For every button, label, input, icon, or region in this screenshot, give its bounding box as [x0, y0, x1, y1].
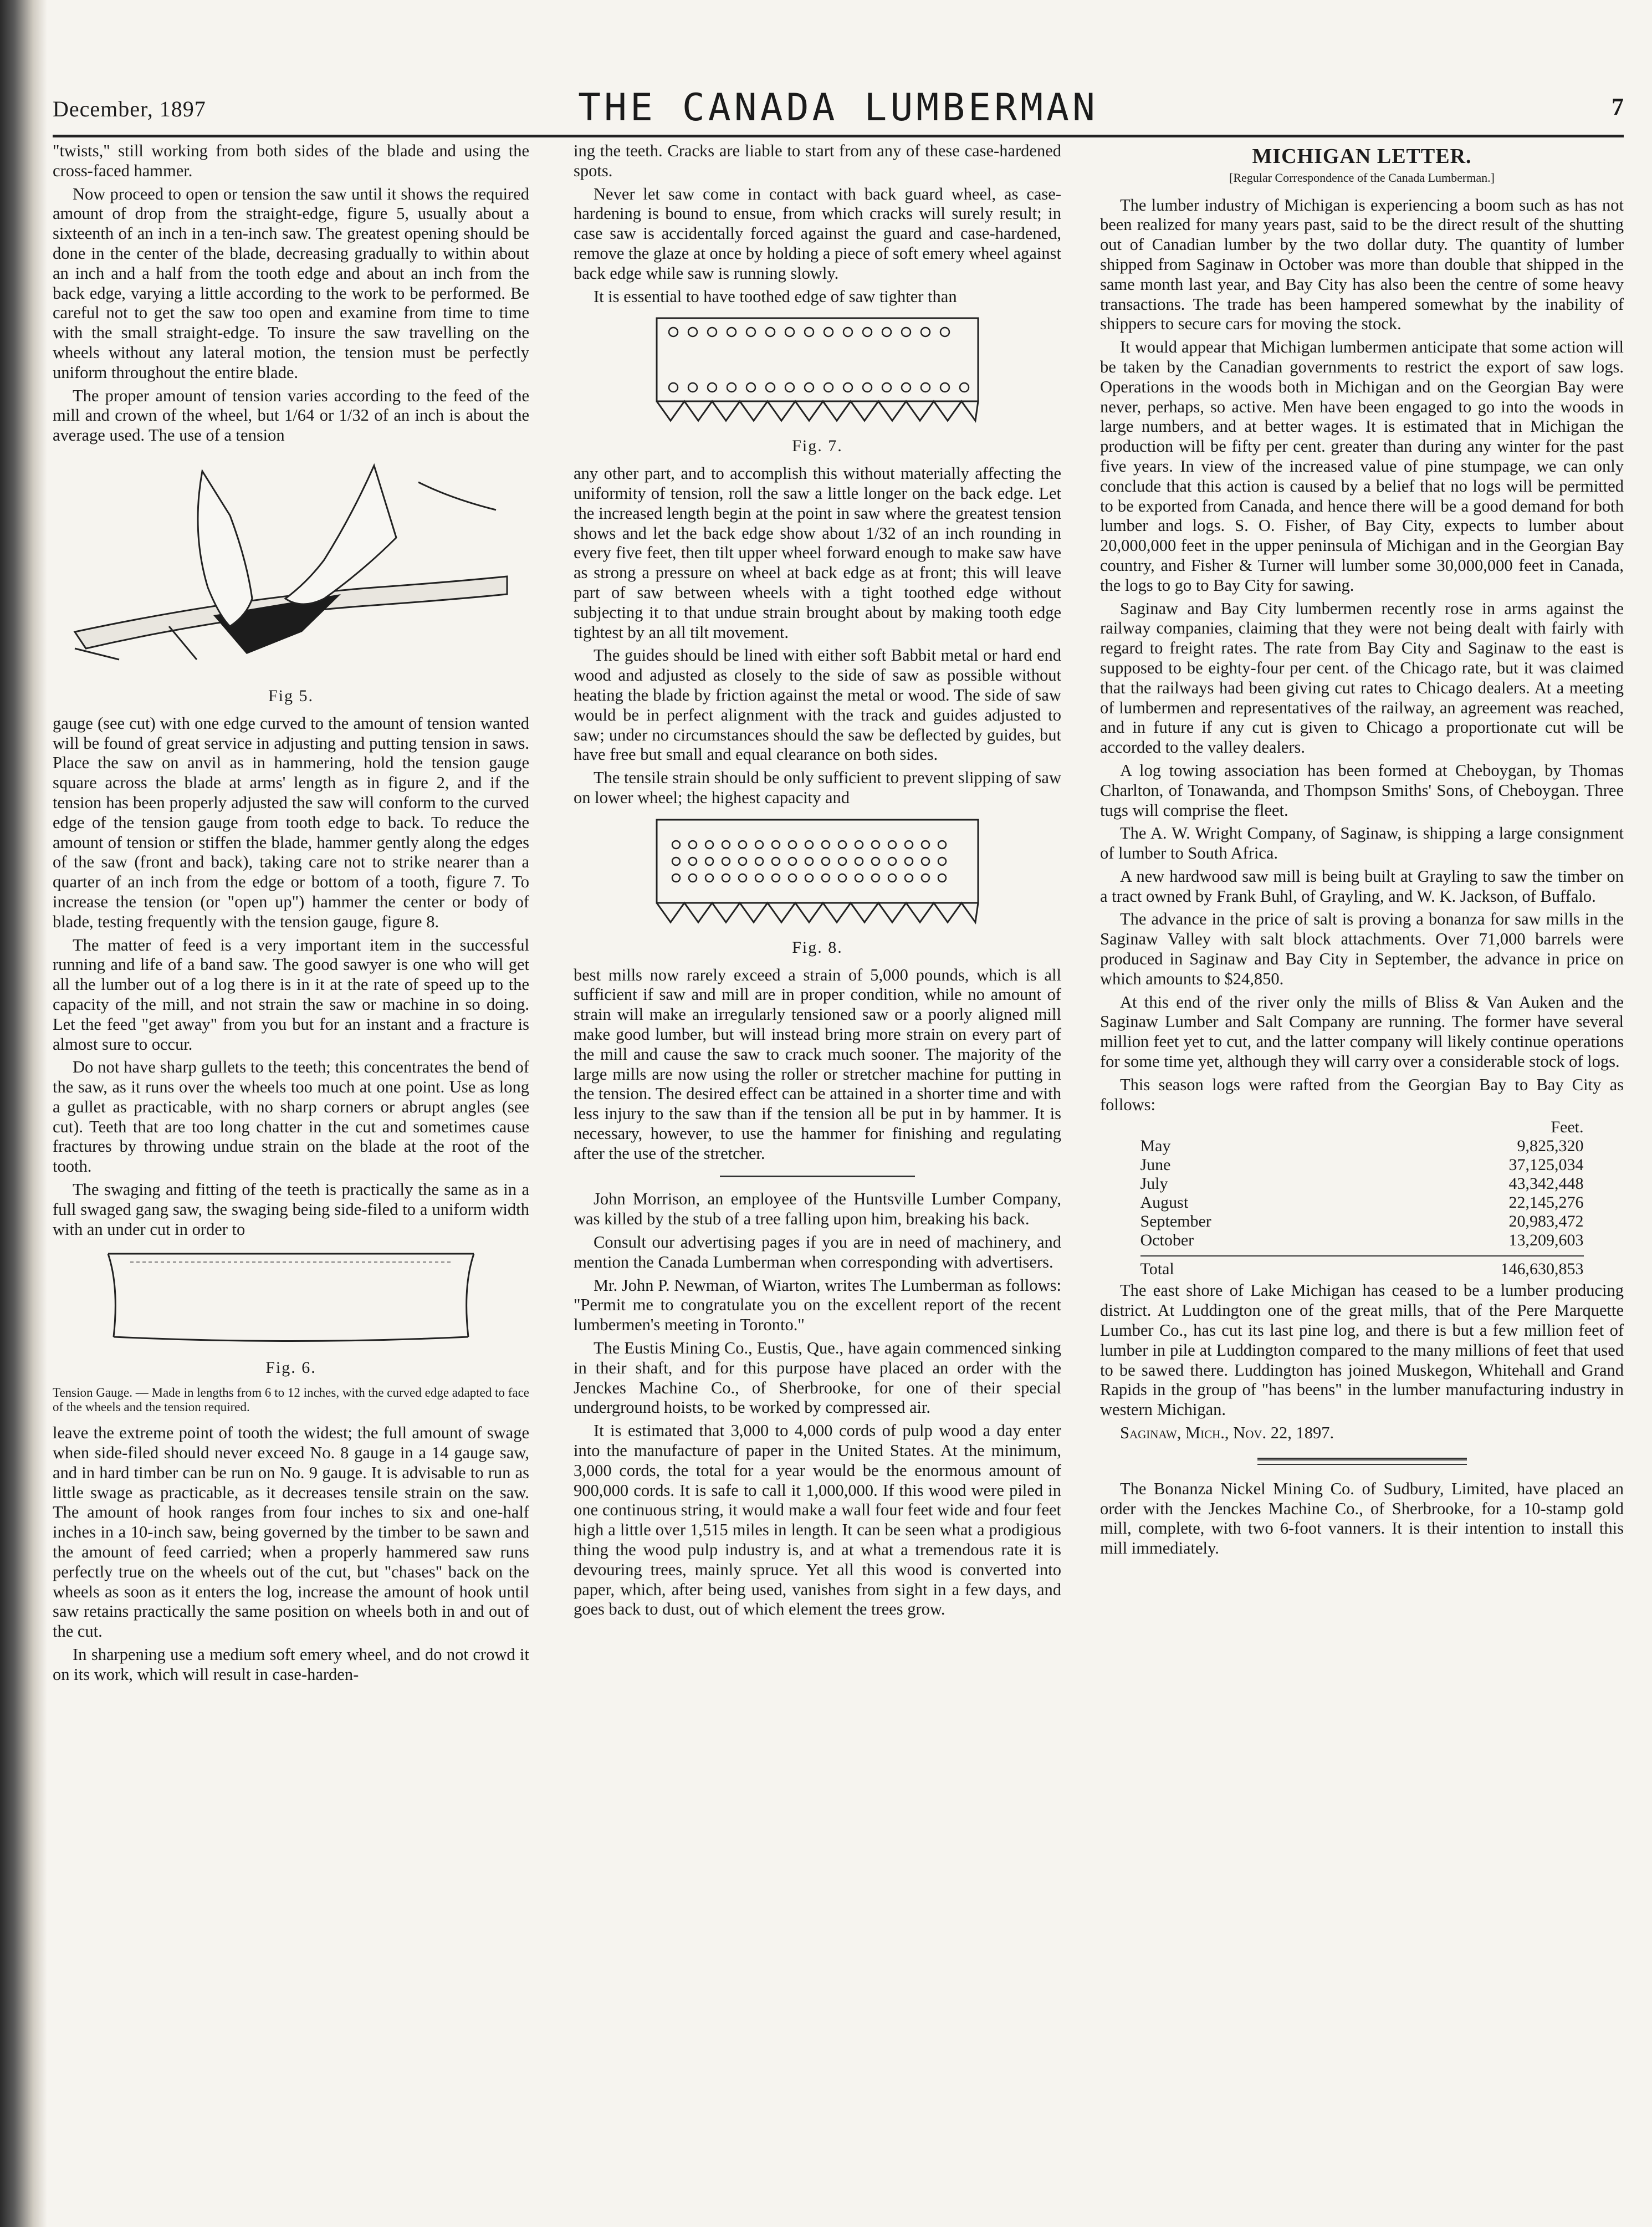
paragraph: The proper amount of tension varies according to the feed of the mill and crown of the wheel, but 1/64 or 1/32 of an inch is about the average used. The use of a tension: [53, 386, 529, 445]
binding-spine: [0, 0, 47, 2227]
paragraph: Mr. John P. Newman, of Wiarton, writes The Lumberman as follows: "Permit me to congratulate you on the excellent report of the recent lumbermen's meeting in Toronto.": [574, 1275, 1061, 1335]
table-total-row: [1140, 1255, 1584, 1279]
feet-cell: 13,209,603: [1508, 1231, 1584, 1250]
figure-8-caption: Fig. 8.: [792, 938, 843, 957]
figure-5-hands-straightedge: [64, 449, 518, 682]
paragraph: It would appear that Michigan lumbermen anticipate that some action will be taken by the Canadian governments to restrict the export of saw logs. Operations in the woods both in Michigan and on the Georgian Bay were never, perhaps, so active. Men have been engaged to go into the woods in large numbers, and at better wages. It is estimated that in Michigan the production will be fifty per cent. greater than during any winter for the past five years. In view of the increased value of pine stumpage, we can only conclude that this action is caused by a belief that no logs will be permitted to be exported from Canada, and hence there will be a good demand for both lumber and logs. S. O. Fisher, of Bay City, expects to lumber about 20,000,000 feet in the upper peninsula of Michigan and in the Georgian Bay country, and Fisher & Turner will lumber some 30,000,000 feet in Canada, the logs to go to Bay City for sawing.: [1100, 338, 1624, 595]
dateline: Saginaw, Mich., Nov. 22, 1897.: [1120, 1423, 1334, 1443]
paragraph: The advance in the price of salt is proving a bonanza for saw mills in the Saginaw Valley with salt block attachments. Over 71,000 barrels were produced in Saginaw and Bay City in September, the advance in price on which amounts to $24,850.: [1100, 910, 1624, 988]
paragraph: Never let saw come in contact with back guard wheel, as case-hardening is bound to ensue, from which cracks will surely result; in case saw is accidentally forced against the guard and case-hardened, remove the glaze at once by holding a piece of soft emery wheel against back edge while saw is running slowly.: [574, 184, 1061, 283]
month-cell: October: [1140, 1231, 1194, 1250]
table-row: [1140, 1212, 1584, 1231]
paragraph: A new hardwood saw mill is being built at Grayling to saw the timber on a tract owned by Frank Buhl, of Grayling, and W. K. Jackson, of Buffalo.: [1100, 866, 1624, 906]
figure-5-caption: Fig 5.: [268, 686, 314, 705]
masthead: [53, 86, 1624, 130]
column-3: [1100, 141, 1624, 1562]
table-row: [1140, 1156, 1584, 1174]
paragraph: At this end of the river only the mills of Bliss & Van Auken and the Saginaw Lumber and Salt Company are running. The former have several million feet yet to cut, and the latter company will likely continue operations for some time yet, although they will carry over a considerable stock of logs.: [1100, 992, 1624, 1071]
month-cell: May: [1140, 1137, 1171, 1156]
figure-7-caption: Fig. 7.: [792, 437, 843, 456]
paragraph: any other part, and to accomplish this without materially affecting the uniformity of tension, roll the saw a little longer on the back edge. Let the increased length begin at the point in saw where the greatest tension shows and let the back edge show about 1/32 of an inch rounding in every five feet, then tilt upper wheel forward enough to make saw have as strong a pressure on wheel at back edge as at front; this will leave part of saw between wheels with a tight toothed edge without subjecting it to that undue strain brought about by making tooth edge tightest by an all tilt movement.: [574, 464, 1061, 642]
paragraph: It is essential to have toothed edge of saw tighter than: [594, 287, 957, 306]
paragraph: John Morrison, an employee of the Huntsville Lumber Company, was killed by the stub of a tree falling upon him, breaking his back.: [574, 1189, 1061, 1229]
figure-7-saw-blade: [646, 310, 989, 432]
paragraph: In sharpening use a medium soft emery wheel, and do not crowd it on its work, which will result in case-harden-: [53, 1645, 529, 1684]
paragraph: Do not have sharp gullets to the teeth; this concentrates the bend of the saw, as it runs over the wheels too much at one point. Use as long a gullet as practicable, with no sharp corners or abrupt angles (see cut). Teeth that are too long chatter in the cut and sometimes cause fractures by throwing undue strain on the blade at the root of the tooth.: [53, 1058, 529, 1176]
paragraph: This season logs were rafted from the Georgian Bay to Bay City as follows:: [1100, 1075, 1624, 1114]
paragraph: Now proceed to open or tension the saw until it shows the required amount of drop from the straight-edge, figure 5, usually about a sixteenth of an inch in a ten-inch saw. The greatest opening should be done in the center of the blade, decreasing gradually to within about an inch and a half from the tooth edge and about an inch from the back edge, varying a little according to the work to be performed. Be careful not to get the saw too open and examine from time to time with the small straight-edge. To insure the saw travelling on the wheels without any lateral motion, the tension must be perfectly uniform throughout the entire blade.: [53, 184, 529, 382]
feet-cell: 37,125,034: [1508, 1156, 1584, 1174]
paragraph: The matter of feed is a very important item in the successful running and life of a band saw. The good sawyer is one who will get all the lumber out of a log there is in it at the rate of speed up to the capacity of the mill, and not strain the saw or machine in so doing. Let the feed "get away" from you but for an instant and a fracture is almost sure to occur.: [53, 935, 529, 1054]
table-row: [1140, 1174, 1584, 1193]
paragraph: The guides should be lined with either soft Babbit metal or hard end wood and adjusted as closely to the side of saw as possible without heating the blade by friction against the metal or wood. The side of saw would be in perfect alignment with the track and guides adjusted to saw; under no circumstances should the saw be deflected by guides, but have free but small and equal clearance on both sides.: [574, 646, 1061, 764]
feet-cell: 22,145,276: [1508, 1193, 1584, 1212]
paragraph: The east shore of Lake Michigan has ceased to be a lumber producing district. At Luddington one of the great mills, that of the Pere Marquette Lumber Co., has cut its last pine log, and there is but a few million feet of lumber in pile at Luddington compared to the many millions of feet that used to be sawed there. Luddington has joined Muskegon, Whitehall and Grand Rapids in the group of "has beens" in the lumber manufacturing industry in western Michigan.: [1100, 1281, 1624, 1419]
month-cell: September: [1140, 1212, 1211, 1231]
issue-date: December, 1897: [53, 96, 206, 121]
month-cell: August: [1140, 1193, 1189, 1212]
paragraph: leave the extreme point of tooth the widest; the full amount of swage when side-filed should never exceed No. 8 gauge in a 14 gauge saw, and in hard timber can be run on No. 9 gauge. It is advisable to run as little swage as practicable, as it decreases tensile strain on the saw. The amount of hook ranges from four inches to six and one-half inches in a 10-inch saw, being governed by the timber to be sawn and the amount of feed carried; when a properly hammered saw runs perfectly true on the wheels out of the cut, but "chases" back on the wheels as soon as it enters the log, increase the amount of hook until saw retains practically the same position on wheels both in and out of the cut.: [53, 1423, 529, 1641]
paragraph: "twists," still working from both sides of the blade and using the cross-faced hammer.: [53, 141, 529, 180]
paragraph: It is estimated that 3,000 to 4,000 cords of pulp wood a day enter into the manufacture of paper in the United States. At the minimum, 3,000 cords, the total for a year would be the enormous amount of 900,000 cords. It is safe to call it 1,000,000. If this wood were piled in one continuous string, it would make a wall four feet wide and four feet high a little over 1,515 miles in length. It can be seen what a prodigious thing the wood pulp industry is, and at what a tremendous rate it is devouring trees, mainly spruce. Yet all this wood is converted into paper, which, after being used, vanishes from sight in a few days, and goes back to dust, out of which element the trees grow.: [574, 1421, 1061, 1619]
paragraph: The Bonanza Nickel Mining Co. of Sudbury, Limited, have placed an order with the Jenckes Machine Co., of Sherbrooke, for a 10-stamp gold mill, complete, with two 6-foot vanners. It is their intention to install this mill immediately.: [1100, 1479, 1624, 1558]
table-row: [1140, 1193, 1584, 1212]
figure-6-caption: Fig. 6.: [265, 1358, 316, 1377]
figure-6-note: Tension Gauge. — Made in lengths from 6 to 12 inches, with the curved edge adapted to face of the wheels and the tension required.: [53, 1386, 529, 1414]
page-number: 7: [1612, 93, 1624, 120]
paragraph: Consult our advertising pages if you are in need of machinery, and mention the Canada Lumberman when corresponding with advertisers.: [574, 1233, 1061, 1271]
total-value: 146,630,853: [1500, 1260, 1584, 1279]
log-rafting-table: [1140, 1118, 1584, 1279]
table-row: [1140, 1137, 1584, 1156]
paragraph: A log towing association has been formed at Cheboygan, by Thomas Charlton, of Tonawanda, and Thompson Smiths' Sons, of Cheboygan. Three tugs will comprise the fleet.: [1100, 760, 1624, 820]
publication-title: THE CANADA LUMBERMAN: [578, 86, 1098, 130]
feet-cell: 43,342,448: [1508, 1174, 1584, 1193]
total-label: Total: [1140, 1260, 1174, 1279]
section-divider: [720, 1176, 915, 1177]
paragraph: gauge (see cut) with one edge curved to the amount of tension wanted will be found of great service in adjusting and putting tension in saws. Place the saw on anvil as in hammering, hold the tension gauge square across the blade at arms' length as in figure 2, and if the tension has been properly adjusted the saw will conform to the curved edge of the tension gauge from tooth edge to back. To reduce the amount of tension or stiffen the blade, hammer gently along the edges of the saw (front and back), taking care not to strike nearer than a quarter of an inch from the edge or bottom of a tooth, figure 7. To increase the tension (or "open up") hammer the center or body of blade, testing frequently with the tension gauge, figure 8.: [53, 713, 529, 931]
figure-6-tension-gauge: [97, 1243, 485, 1353]
paragraph: The swaging and fitting of the teeth is practically the same as in a full swaged gang saw, the swaging being side-filed to a uniform width with an under cut in order to: [53, 1180, 529, 1239]
article-title: MICHIGAN LETTER.: [1252, 145, 1472, 168]
masthead-rule: [53, 135, 1624, 137]
feet-cell: 9,825,320: [1517, 1137, 1584, 1156]
paragraph: The Eustis Mining Co., Eustis, Que., have again commenced sinking in their shaft, and for this purpose have placed an order with the Jenckes Machine Co., of Sherbrooke, for one of their special underground hoists, to be worked by compressed air.: [574, 1339, 1061, 1417]
month-cell: July: [1140, 1174, 1168, 1193]
paragraph: Saginaw and Bay City lumbermen recently rose in arms against the railway companies, claiming that they were not being dealt with fairly with regard to freight rates. The rate from Bay City and Saginaw to the east is supposed to be eighty-four per cent. of the Chicago rate, but it was claimed that the railways had been giving cut rates to Chicago dealers. At a meeting of lumbermen and representatives of the railway, an agreement was reached, and in future if any cut is given to Chicago a proportionate cut will be accorded to the valley dealers.: [1100, 599, 1624, 757]
paragraph: ing the teeth. Cracks are liable to start from any of these case-hardened spots.: [574, 141, 1061, 180]
month-cell: June: [1140, 1156, 1171, 1174]
paragraph: The A. W. Wright Company, of Saginaw, is shipping a large consignment of lumber to South Africa.: [1100, 824, 1624, 863]
article-subtitle: [Regular Correspondence of the Canada Lumberman.]: [1229, 170, 1495, 185]
section-divider: [1257, 1458, 1467, 1465]
paragraph: The tensile strain should be only sufficient to prevent slipping of saw on lower wheel; the highest capacity and: [574, 768, 1061, 807]
figure-8-saw-blade: [646, 811, 989, 933]
column-1: [53, 141, 529, 1688]
table-row: [1140, 1231, 1584, 1250]
paragraph: best mills now rarely exceed a strain of 5,000 pounds, which is all sufficient if saw and mill are in proper condition, while no amount of strain will make an irregularly tensioned saw or a poorly aligned mill make good lumber, but will instead bring more strain on every part of the mill and cause the saw to crack much sooner. The majority of the large mills are now using the roller or stretcher machine for putting in the tension. The desired effect can be attained in a shorter time and with less injury to the saw than if the tension all be put in by hammer. It is necessary, however, to use the hammer for finishing and regulating after the use of the stretcher.: [574, 965, 1061, 1163]
paragraph: The lumber industry of Michigan is experiencing a boom such as has not been realized for many years past, said to be the direct result of the shutting out of Canadian lumber by the two dollar duty. The quantity of lumber shipped from Saginaw in October was more than double that shipped in the same month last year, and Bay City has also been the centre of some heavy transactions. The trade has been hampered somewhat by the inability of shippers to secure cars for moving the stock.: [1100, 195, 1624, 334]
column-2: [574, 141, 1061, 1623]
table-header: Feet.: [1551, 1118, 1584, 1137]
feet-cell: 20,983,472: [1508, 1212, 1584, 1231]
